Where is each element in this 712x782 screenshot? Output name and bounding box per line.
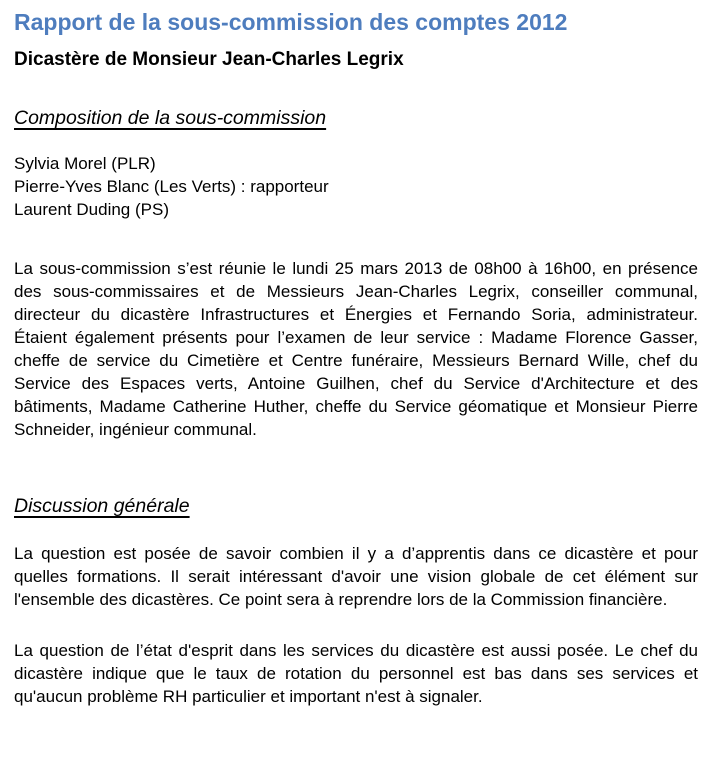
report-title: Rapport de la sous-commission des comptes 2012 (14, 9, 568, 35)
member-name-sylvia-morel: Sylvia Morel (PLR) (14, 154, 156, 173)
member-list (14, 152, 698, 221)
section-composition (14, 106, 698, 441)
section-heading-composition: Composition de la sous-commission (14, 107, 327, 129)
paragraph-etat-esprit: La question de l’état d'esprit dans les services du dicastère est aussi posée. Le chef du dicastère indique que le taux de rotation du personnel est bas dans ses services et qu'aucun problème RH particulier et important n'est à signaler. (14, 641, 698, 706)
paragraph-meeting-details: La sous-commission s’est réunie le lundi 25 mars 2013 de 08h00 à 16h00, en présence des sous-commissaires et de Messieurs Jean-Charles Legrix, conseiller communal, directeur du dicastère Infrastructures et Énergies et Fernando Soria, administrateur. Étaient également présents pour l’examen de leur service : Madame Florence Gasser, cheffe de service du Cimetière et Centre funéraire, Messieurs Bernard Wille, chef du Service des Espaces verts, Antoine Guilhen, chef du Service d'Architecture et des bâtiments, Madame Catherine Huther, cheffe du Service géomatique et Monsieur Pierre Schneider, ingénieur communal. (14, 259, 698, 439)
section-discussion-generale (14, 494, 698, 708)
paragraph-apprentis: La question est posée de savoir combien il y a d’apprentis dans ce dicastère et pour quelles formations. Il serait intéressant d'avoir une vision globale de cet élément sur l'ensemble des dicastères. Ce point sera à reprendre lors de la Commission financière. (14, 544, 698, 609)
member-name-pierre-yves-blanc: Pierre-Yves Blanc (Les Verts) : rapporteur (14, 177, 329, 196)
section-heading-discussion: Discussion générale (14, 495, 190, 517)
report-subtitle: Dicastère de Monsieur Jean-Charles Legrix (14, 49, 404, 70)
member-name-laurent-duding: Laurent Duding (PS) (14, 200, 169, 219)
